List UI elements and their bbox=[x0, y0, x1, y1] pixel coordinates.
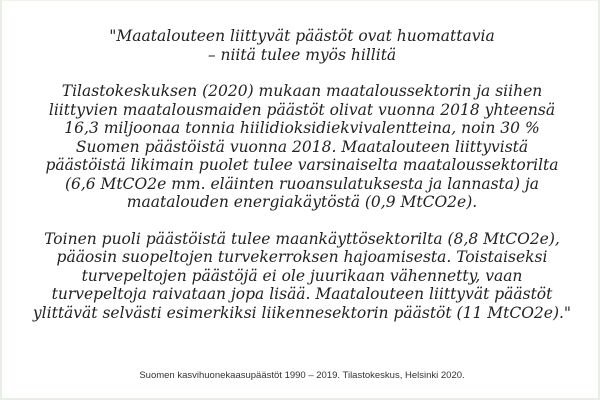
paragraph1-line-5: päästöistä likimain puolet tulee varsinaiselta maataloussektorilta bbox=[45, 156, 559, 174]
paragraph2-line-4: turvepeltoja raivataan jopa lisää. Maatalouteen liittyvät päästöt bbox=[51, 285, 553, 303]
paragraph1-line-7: maatalouden energiakäytöstä (0,9 MtCO2e). bbox=[126, 193, 478, 211]
paragraph1-line-1: Tilastokeskuksen (2020) mukaan maataloussektorin ja siihen bbox=[61, 82, 543, 100]
paragraph2-line-2: pääosin suopeltojen turvekerroksen hajoamisesta. Toistaiseksi bbox=[56, 248, 548, 266]
paragraph2-line-3: turvepeltojen päästöjä ei ole juurikaan vähennetty, vaan bbox=[81, 266, 523, 285]
paragraph1-line-6: (6,6 MtCO2e mm. eläinten ruoansulatuksesta ja lannasta) ja bbox=[64, 174, 540, 193]
paragraph1-line-4: Suomen päästöistä vuonna 2018. Maatalouteen liittyvistä bbox=[75, 137, 529, 156]
heading-line-1: "Maatalouteen liittyvät päästöt ovat huomattavia bbox=[109, 27, 495, 45]
paragraph2-line-1: Toinen puoli päästöistä tulee maankäyttösektorilta (8,8 MtCO2e), bbox=[44, 229, 560, 248]
paragraph1-line-3: 16,3 miljoonaa tonnia hiilidioksidiekvivalentteina, noin 30 % bbox=[64, 119, 540, 137]
paragraph2-line-5: ylittävät selvästi esimerkiksi liikennesektorin päästöt (11 MtCO2e)." bbox=[32, 303, 572, 322]
paragraph1-line-2: liittyvien maatalousmaiden päästöt olivat vuonna 2018 yhteensä bbox=[48, 100, 556, 119]
quote-block bbox=[2, 27, 600, 322]
heading-line-2: – niitä tulee myös hillitä bbox=[207, 45, 397, 64]
source-citation: Suomen kasvihuonekaasupäästöt 1990 – 2019. Tilastokeskus, Helsinki 2020. bbox=[139, 370, 465, 381]
spacer bbox=[2, 64, 600, 82]
spacer bbox=[2, 212, 600, 230]
